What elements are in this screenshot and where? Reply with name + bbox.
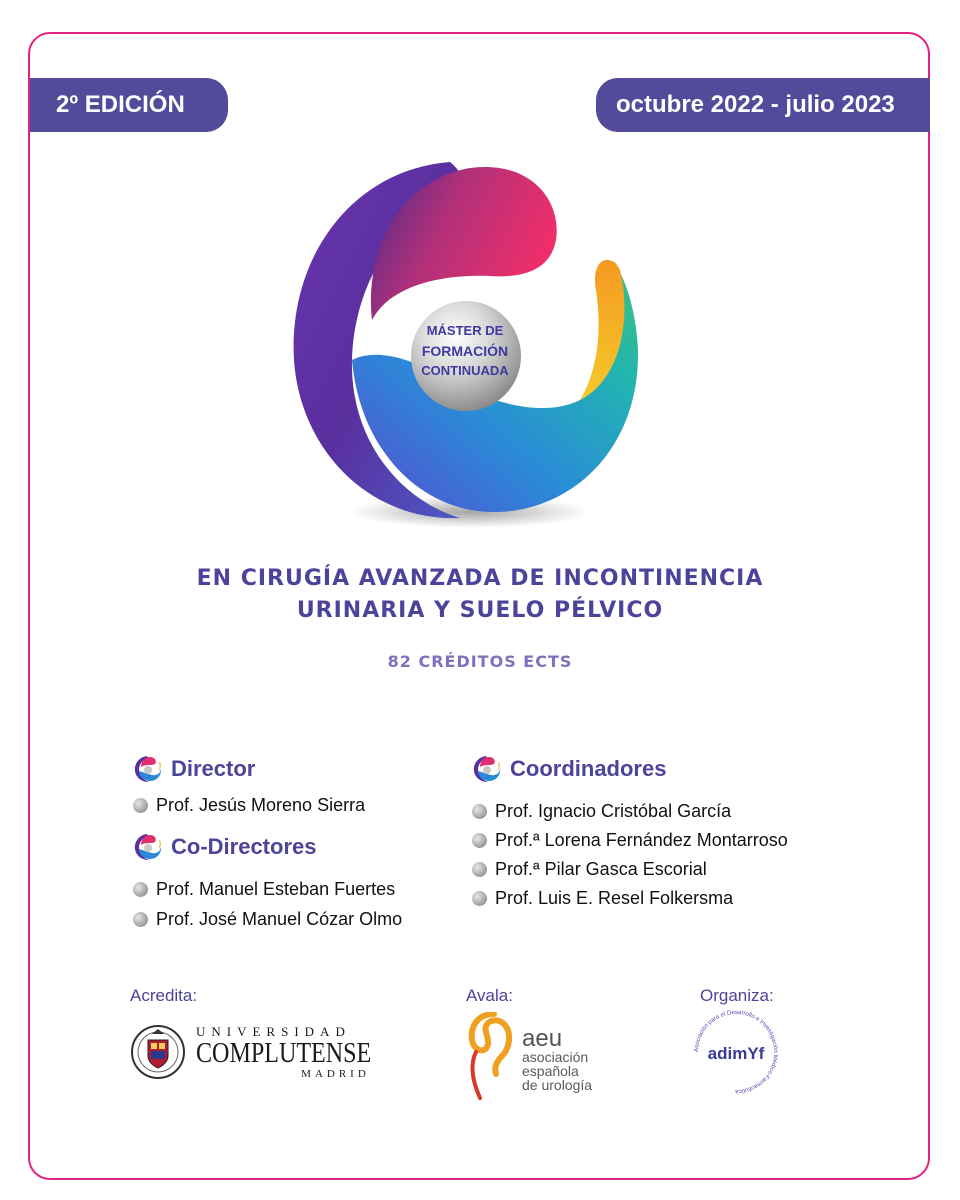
coordinador-person (472, 888, 733, 909)
codirector-person (133, 909, 402, 930)
logo-caption (410, 296, 520, 406)
acredita-label: Acredita: (130, 986, 198, 1005)
logo-line-3: CONTINUADA (421, 363, 509, 378)
aeu-line-2: española (522, 1063, 579, 1079)
director-heading (133, 754, 255, 784)
course-title-line-1: EN CIRUGÍA AVANZADA DE INCONTINENCIA (196, 566, 764, 591)
master-mini-icon (133, 832, 163, 862)
edition-badge (30, 78, 228, 132)
codirectores-heading (133, 832, 316, 862)
ucm-line-3: MADRID (301, 1068, 370, 1080)
codirectores-heading-label: Co-Directores (171, 834, 317, 859)
avala-label: Avala: (466, 986, 513, 1005)
coordinador-person (472, 859, 707, 880)
coordinadores-heading-label: Coordinadores (510, 756, 667, 781)
director-person (133, 795, 365, 816)
bullet-icon (472, 891, 487, 906)
dates-badge (596, 78, 930, 132)
credits-label: 82 CRÉDITOS ECTS (387, 652, 573, 671)
aeu-abbr: aeu (522, 1025, 563, 1052)
course-title-line-2: URINARIA Y SUELO PÉLVICO (296, 598, 664, 623)
adimyf-wordmark: adimYf (707, 1044, 765, 1063)
person-name: Prof. Jesús Moreno Sierra (156, 795, 366, 815)
person-name: Prof.ª Pilar Gasca Escorial (495, 859, 707, 879)
bullet-icon (133, 912, 148, 927)
coordinador-person (472, 801, 731, 822)
director-heading-label: Director (171, 756, 256, 781)
person-name: Prof. Luis E. Resel Folkersma (495, 888, 734, 908)
aeu-kidney-icon (464, 1012, 520, 1102)
bullet-icon (472, 804, 487, 819)
ucm-line-1: UNIVERSIDAD (196, 1024, 351, 1039)
ucm-logo (130, 1020, 400, 1084)
bullet-icon (133, 882, 148, 897)
bullet-icon (472, 862, 487, 877)
aeu-logo (464, 1012, 592, 1102)
adimyf-ring-text: Asociación para el Desarrollo e Investigación Médico-Farmacéutica (693, 1009, 779, 1095)
organiza-label: Organiza: (700, 986, 774, 1005)
coordinador-person (472, 830, 788, 851)
person-name: Prof. Manuel Esteban Fuertes (156, 879, 396, 899)
codirector-person (133, 879, 395, 900)
bullet-icon (472, 833, 487, 848)
person-name: Prof. Ignacio Cristóbal García (495, 801, 732, 821)
coordinadores-heading (472, 754, 666, 784)
logo-line-2: FORMACIÓN (421, 343, 509, 359)
ucm-line-2: COMPLUTENSE (196, 1038, 372, 1069)
adimyf-logo (688, 1004, 784, 1100)
master-mini-icon (133, 754, 163, 784)
aeu-line-1: asociación (522, 1049, 589, 1065)
edition-label: 2º EDICIÓN (56, 91, 185, 118)
ucm-seal-icon (130, 1020, 186, 1084)
bullet-icon (133, 798, 148, 813)
person-name: Prof.ª Lorena Fernández Montarroso (495, 830, 788, 850)
dates-label: octubre 2022 - julio 2023 (616, 91, 895, 118)
aeu-line-3: de urología (522, 1077, 593, 1093)
master-mini-icon (472, 754, 502, 784)
logo-line-1: MÁSTER DE (426, 323, 504, 338)
person-name: Prof. José Manuel Cózar Olmo (156, 909, 403, 929)
